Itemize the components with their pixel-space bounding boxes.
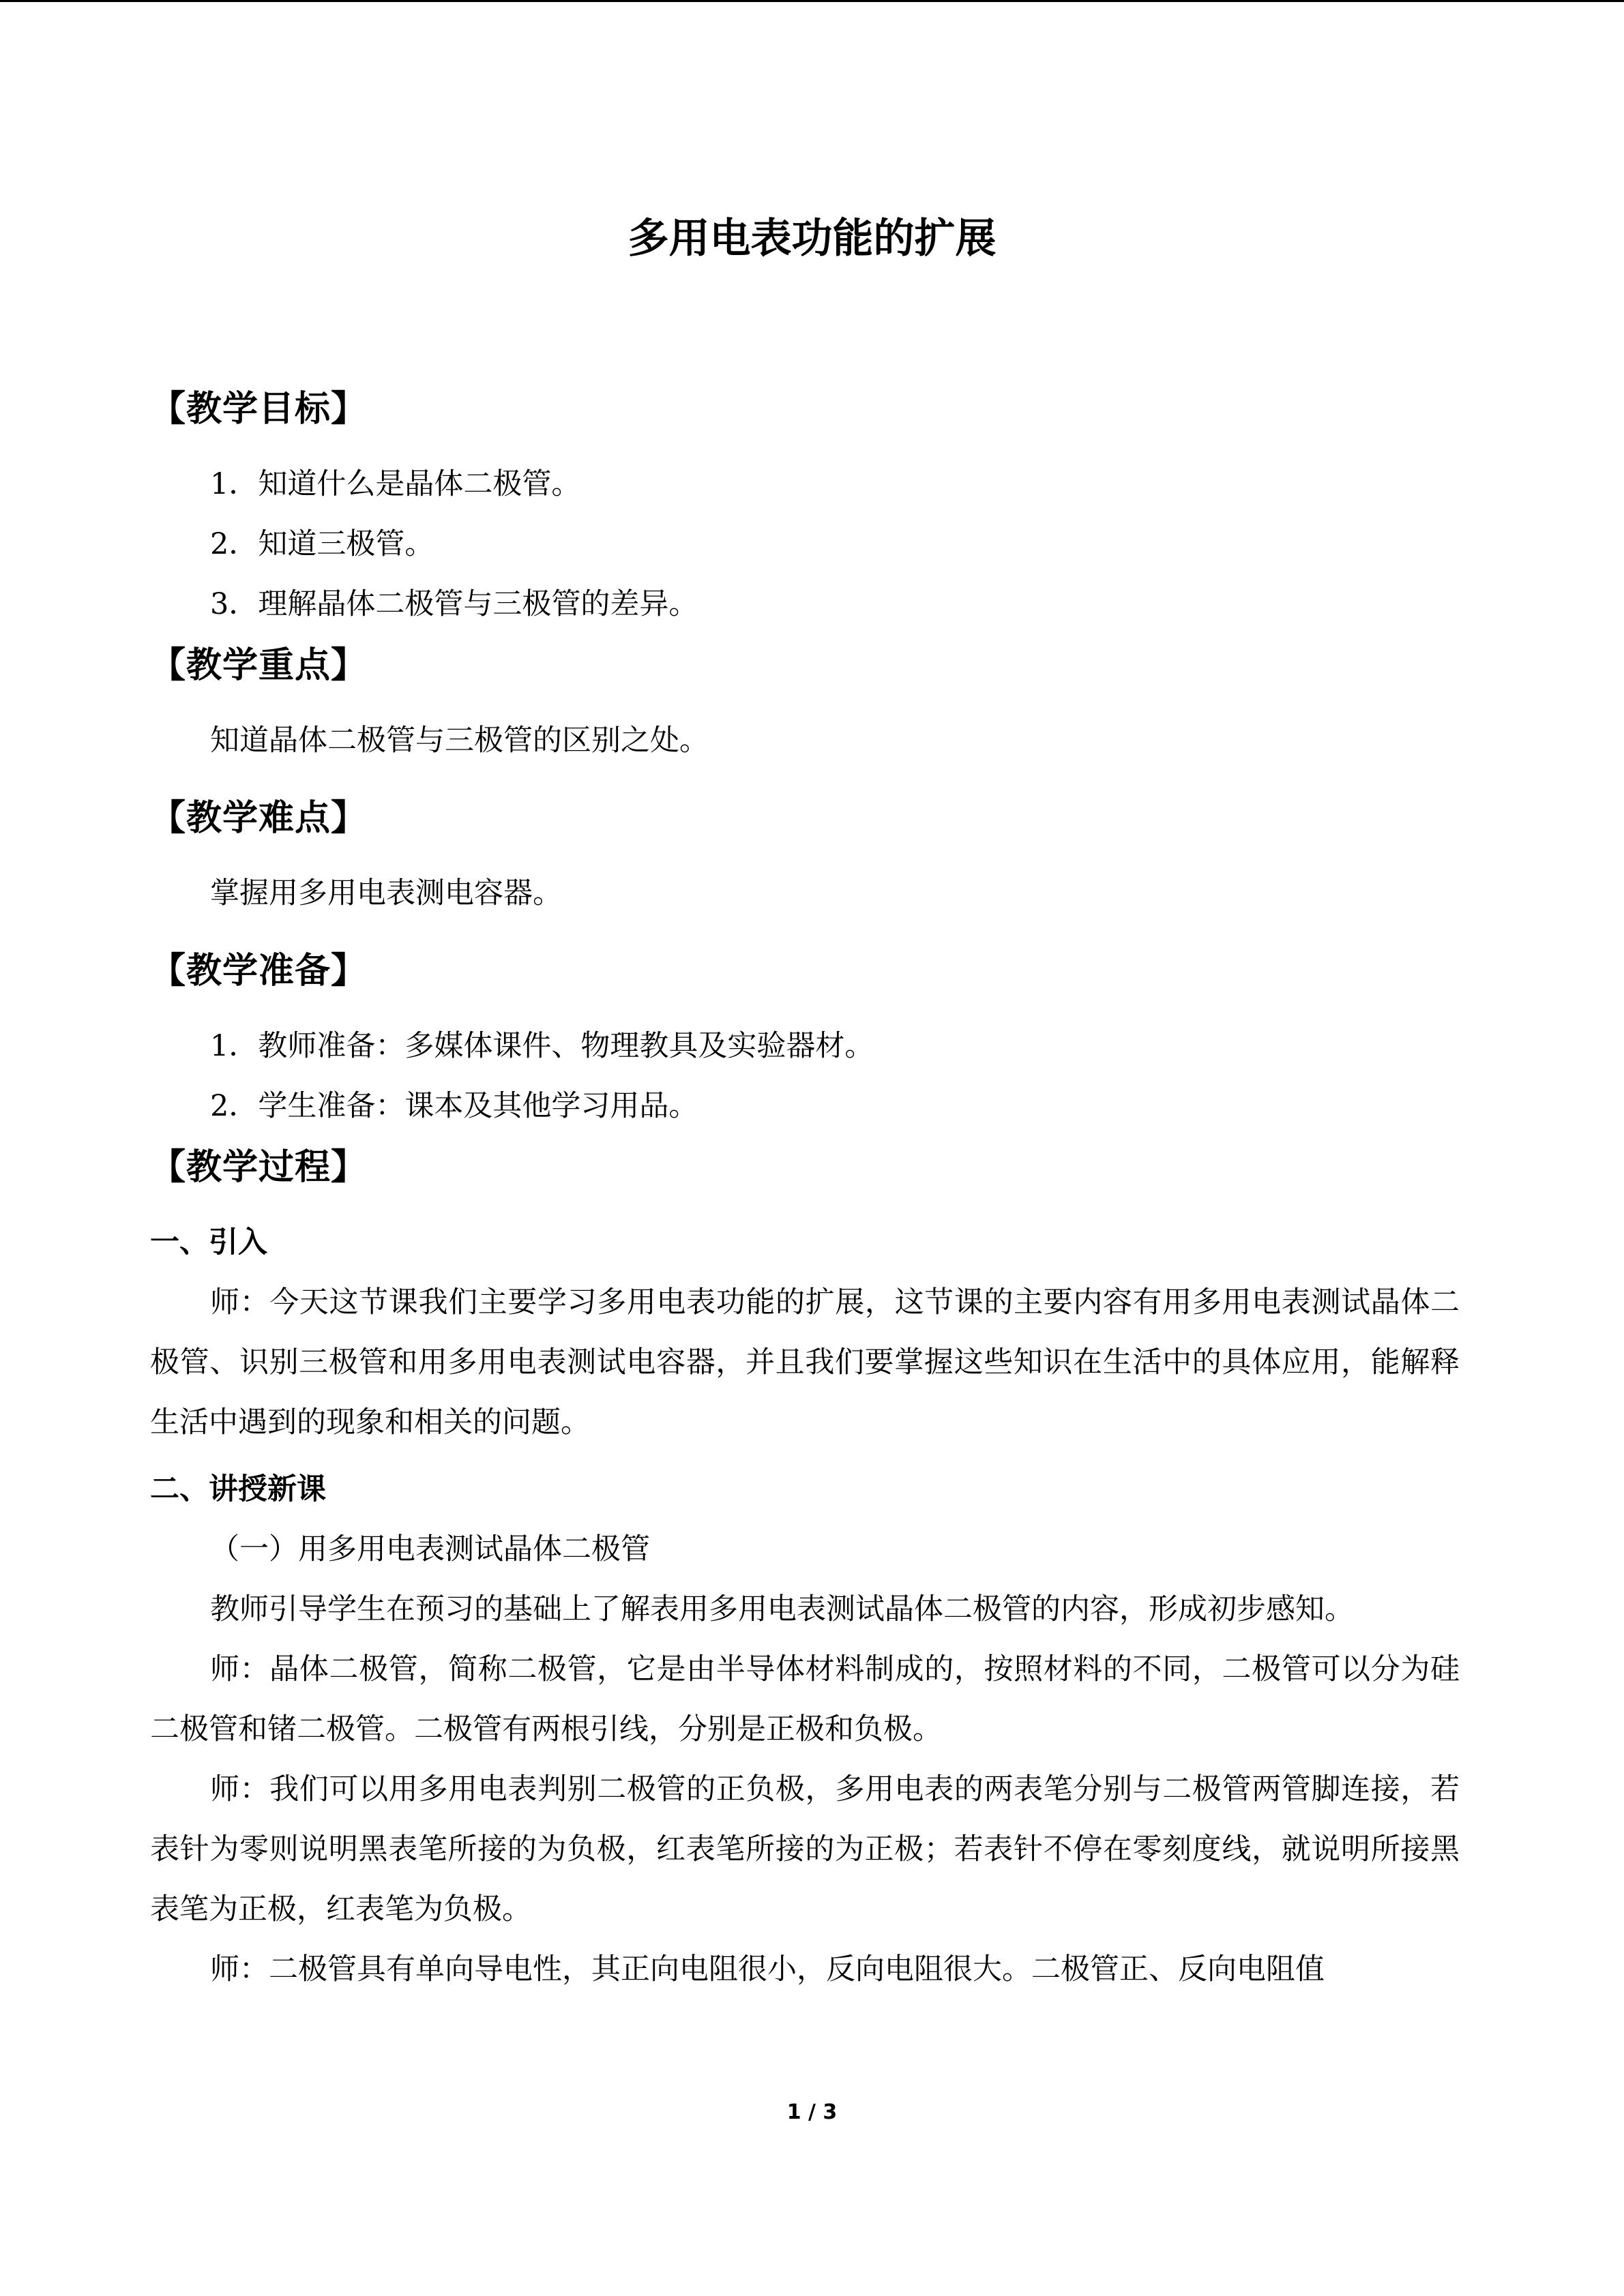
lesson-paragraph: 师：晶体二极管，简称二极管，它是由半导体材料制成的，按照材料的不同，二极管可以分为硅二极管和锗二极管。二极管有两根引线，分别是正极和负极。 xyxy=(150,1652,1460,1746)
lesson-paragraph: 师：二极管具有单向导电性，其正向电阻很小，反向电阻很大。二极管正、反向电阻值 xyxy=(210,1952,1325,1986)
top-border-line xyxy=(0,0,1624,2)
goals-list xyxy=(150,454,1460,634)
difficulties-text: 掌握用多用电表测电容器。 xyxy=(210,876,562,910)
key-points-text: 知道晶体二极管与三极管的区别之处。 xyxy=(210,724,709,758)
lesson-paragraph: 师：我们可以用多用电表判别二极管的正负极，多用电表的两表笔分别与二极管两管脚连接，若表针为零则说明黑表笔所接的为负极，红表笔所接的为正极；若表针不停在零刻度线，就说明所接黑表笔为正极，红表笔为负极。 xyxy=(150,1772,1460,1926)
document-title: 多用电表功能的扩展 xyxy=(628,215,996,263)
section-heading-preparation: 【教学准备】 xyxy=(150,951,368,992)
list-item: 1．教师准备：多媒体课件、物理教具及实验器材。 xyxy=(210,1029,874,1063)
section-heading-process: 【教学过程】 xyxy=(150,1147,368,1188)
list-item: 1．知道什么是晶体二极管。 xyxy=(210,467,581,501)
list-item: 2．学生准备：课本及其他学习用品。 xyxy=(210,1089,698,1123)
document-body xyxy=(150,382,1460,1999)
topic-heading-diode-test: （一）用多用电表测试晶体二极管 xyxy=(210,1532,650,1566)
subsection-heading-intro: 一、引入 xyxy=(150,1225,267,1259)
list-item: 3．理解晶体二极管与三极管的差异。 xyxy=(210,587,698,621)
section-heading-goals: 【教学目标】 xyxy=(150,389,368,430)
intro-paragraph: 师：今天这节课我们主要学习多用电表功能的扩展，这节课的主要内容有用多用电表测试晶体二极管、识别三极管和用多用电表测试电容器，并且我们要掌握这些知识在生活中的具体应用，能解释生活中遇到的现象和相关的问题。 xyxy=(150,1285,1460,1440)
preparation-list xyxy=(150,1016,1460,1136)
page-number: 1 / 3 xyxy=(786,2100,838,2124)
lesson-paragraph: 教师引导学生在预习的基础上了解表用多用电表测试晶体二极管的内容，形成初步感知。 xyxy=(210,1592,1354,1626)
section-heading-difficulties: 【教学难点】 xyxy=(150,798,368,839)
section-heading-key-points: 【教学重点】 xyxy=(150,645,368,686)
list-item: 2．知道三极管。 xyxy=(210,527,434,561)
subsection-heading-new-lesson: 二、讲授新课 xyxy=(150,1472,326,1506)
